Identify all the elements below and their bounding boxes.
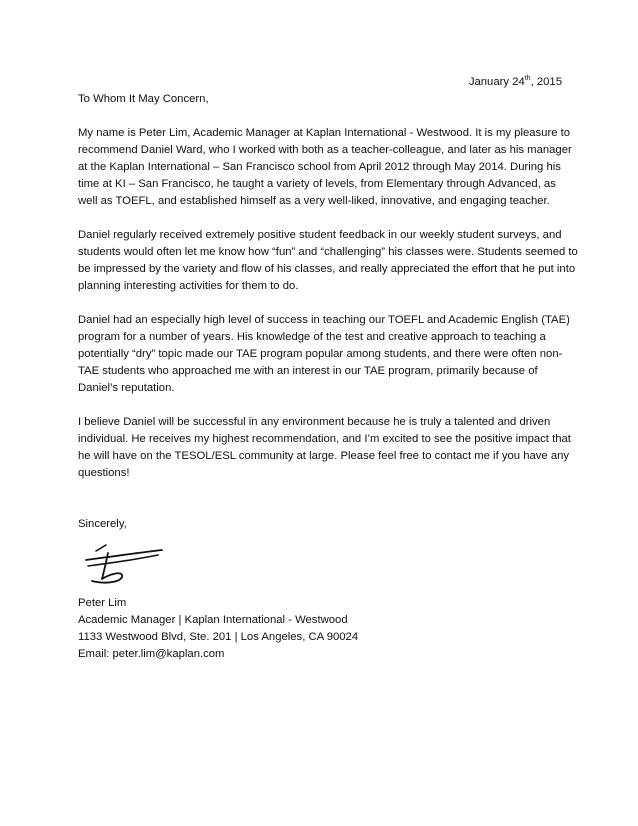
salutation: To Whom It May Concern, — [78, 93, 209, 105]
sender-name: Peter Lim — [78, 597, 127, 609]
date-year: , 2015 — [530, 76, 562, 88]
sender-email: Email: peter.lim@kaplan.com — [78, 648, 225, 660]
closing: Sincerely, — [78, 518, 127, 530]
body-paragraph-2: Daniel regularly received extremely positive student feedback in our weekly student surveys, and students would often let me know how “fun” and “challenging” his classes were. Students seemed to be impressed by the variety and flow of his classes, and really appreciated the effort that he put into planning interesting activities for them to do. — [78, 229, 578, 292]
date-ordinal: th — [524, 75, 531, 83]
letter-date — [78, 74, 562, 91]
body-paragraph-4: I believe Daniel will be successful in any environment because he is truly a talented and driven individual. He receives my highest recommendation, and I’m excited to see the positive impact that he will have on the TESOL/ESL community at large. Please feel free to contact me if you have any questions! — [78, 416, 571, 479]
body-paragraph-3: Daniel had an especially high level of success in teaching our TOEFL and Academic English (TAE) program for a number of years. His knowledge of the test and creative approach to teaching a potentially “dry” topic made our TAE program popular among students, and there were often non-TAE students who approached me with an interest in our TAE program, primarily because of Daniel’s reputation. — [78, 314, 570, 394]
signature-icon — [78, 541, 178, 589]
date-month-day: January 24 — [468, 76, 525, 88]
letter-page — [78, 74, 578, 663]
sender-block — [78, 595, 578, 663]
body-paragraph-1: My name is Peter Lim, Academic Manager at Kaplan International - Westwood. It is my pleasure to recommend Daniel Ward, who I worked with both as a teacher-colleague, and later as his manager at the Kaplan International – San Francisco school from April 2012 through May 2014. During his time at KI – San Francisco, he taught a variety of levels, from Elementary through Advanced, as well as TOEFL, and established himself as a very well-liked, innovative, and engaging teacher. — [78, 127, 572, 207]
sender-address: 1133 Westwood Blvd, Ste. 201 | Los Angeles, CA 90024 — [78, 631, 359, 643]
sender-title: Academic Manager | Kaplan International - Westwood — [78, 614, 348, 626]
